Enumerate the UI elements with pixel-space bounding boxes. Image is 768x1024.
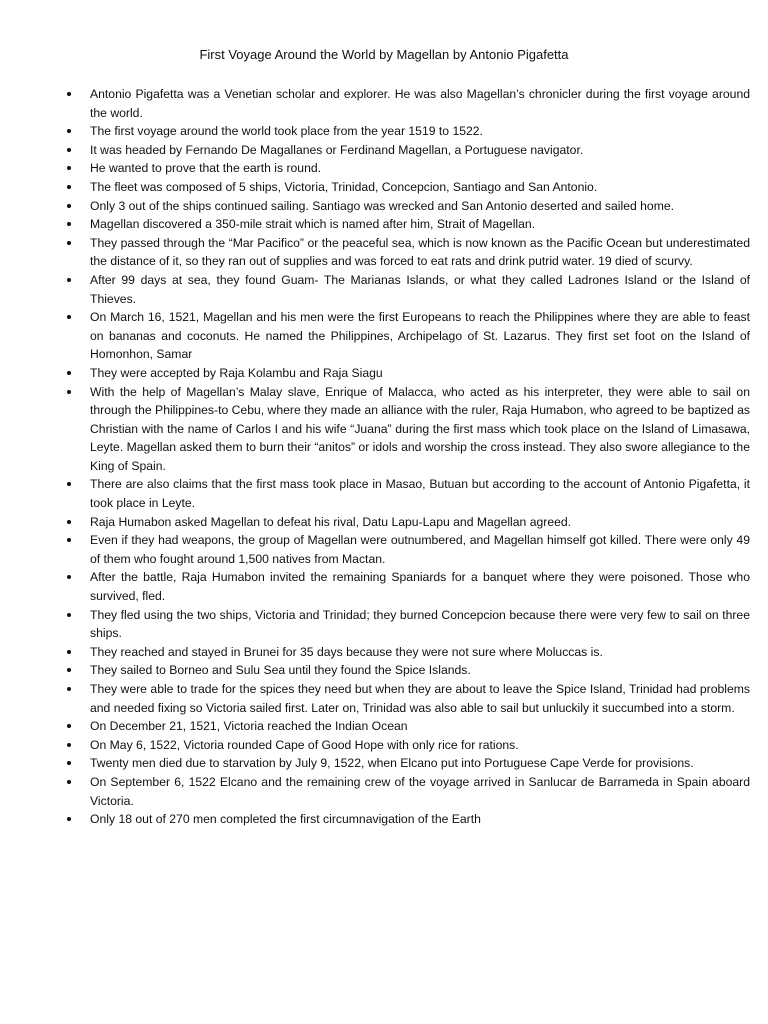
bullet-text: They were accepted by Raja Kolambu and Raja Siagu (90, 365, 383, 380)
bullet-dot-icon (67, 538, 71, 542)
document-title: First Voyage Around the World by Magellan by Antonio Pigafetta (199, 47, 569, 62)
bullet-list (90, 85, 750, 829)
bullet-text: Only 18 out of 270 men completed the first circumnavigation of the Earth (90, 812, 481, 827)
bullet-text: The fleet was composed of 5 ships, Victoria, Trinidad, Concepcion, Santiago and San Antonio. (90, 179, 598, 194)
bullet-item (90, 754, 750, 773)
bullet-text: After 99 days at sea, they found Guam- The Marianas Islands, or what they called Ladrones Island or the Island of Thieves. (90, 272, 750, 306)
bullet-text: Raja Humabon asked Magellan to defeat his rival, Datu Lapu-Lapu and Magellan agreed. (90, 514, 572, 529)
bullet-dot-icon (67, 780, 71, 784)
bullet-text: They passed through the “Mar Pacifico” or the peaceful sea, which is now known as the Pacific Ocean but underestimated the distance of it, so they ran out of supplies and was forced to eat rats and drink putrid water. 19 died of scurvy. (90, 235, 750, 269)
bullet-dot-icon (67, 315, 71, 319)
bullet-dot-icon (67, 482, 71, 486)
bullet-text: They fled using the two ships, Victoria and Trinidad; they burned Concepcion because there were very few to sail on three ships. (90, 607, 750, 641)
bullet-item (90, 475, 750, 512)
bullet-item (90, 197, 750, 216)
bullet-item (90, 810, 750, 829)
bullet-dot-icon (67, 222, 71, 226)
bullet-text: Twenty men died due to starvation by July 9, 1522, when Elcano put into Portuguese Cape Verde for provisions. (90, 756, 694, 771)
bullet-dot-icon (67, 185, 71, 189)
bullet-dot-icon (67, 278, 71, 282)
bullet-text: On March 16, 1521, Magellan and his men were the first Europeans to reach the Philippines where they are able to feast on bananas and coconuts. He named the Philippines, Archipelago of St. Lazarus. They first set foot on the Island of Homonhon, Samar (90, 310, 750, 362)
bullet-text: It was headed by Fernando De Magallanes or Ferdinand Magellan, a Portuguese navigator. (90, 142, 584, 157)
bullet-text: Only 3 out of the ships continued sailing. Santiago was wrecked and San Antonio deserted and sailed home. (90, 198, 675, 213)
bullet-text: Magellan discovered a 350-mile strait which is named after him, Strait of Magellan. (90, 217, 536, 232)
bullet-text: There are also claims that the first mass took place in Masao, Butuan but according to the account of Antonio Pigafetta, it took place in Leyte. (90, 477, 750, 511)
bullet-item (90, 159, 750, 178)
bullet-item (90, 178, 750, 197)
bullet-item (90, 661, 750, 680)
bullet-item (90, 271, 750, 308)
bullet-dot-icon (67, 575, 71, 579)
bullet-dot-icon (67, 166, 71, 170)
bullet-dot-icon (67, 613, 71, 617)
bullet-item (90, 141, 750, 160)
bullet-dot-icon (67, 129, 71, 133)
bullet-dot-icon (67, 390, 71, 394)
bullet-text: On December 21, 1521, Victoria reached the Indian Ocean (90, 719, 408, 734)
bullet-item (90, 680, 750, 717)
bullet-item (90, 568, 750, 605)
bullet-text: After the battle, Raja Humabon invited the remaining Spaniards for a banquet where they were poisoned. Those who survived, fled. (90, 570, 750, 604)
bullet-text: Even if they had weapons, the group of Magellan were outnumbered, and Magellan himself got killed. There were only 49 of them who fought around 1,500 natives from Mactan. (90, 533, 750, 566)
bullet-item (90, 308, 750, 364)
bullet-item (90, 736, 750, 755)
bullet-dot-icon (67, 241, 71, 245)
bullet-dot-icon (67, 687, 71, 691)
bullet-text: He wanted to prove that the earth is round. (90, 161, 322, 176)
bullet-dot-icon (67, 520, 71, 524)
bullet-item (90, 643, 750, 662)
bullet-dot-icon (67, 148, 71, 152)
bullet-text: Antonio Pigafetta was a Venetian scholar and explorer. He was also Magellan’s chronicler during the first voyage around the world. (90, 87, 750, 120)
bullet-dot-icon (67, 371, 71, 375)
bullet-text: They were able to trade for the spices they need but when they are about to leave the Spice Island, Trinidad had problems and needed fixing so Victoria sailed first. Later on, Trinidad was also able to sail but unluckily it succumbed into a storm. (90, 682, 750, 715)
bullet-dot-icon (67, 724, 71, 728)
bullet-text: On May 6, 1522, Victoria rounded Cape of Good Hope with only rice for rations. (90, 737, 519, 752)
bullet-dot-icon (67, 650, 71, 654)
bullet-dot-icon (67, 817, 71, 821)
bullet-item (90, 122, 750, 141)
bullet-dot-icon (67, 92, 71, 96)
bullet-text: With the help of Magellan’s Malay slave, Enrique of Malacca, who acted as his interpreter, they were able to sail on through the Philippines-to Cebu, where they made an alliance with the ruler, Raja Humabon, who agreed to be baptized as Christian with the name of Carlos I and his wife “Juana” during the first mass which took place on the Island of Limasawa, Leyte. Magellan asked them to burn their “anitos” or idols and worship the cross instead. They also swore allegiance to the King of Spain. (90, 384, 750, 473)
bullet-item (90, 773, 750, 810)
bullet-item (90, 364, 750, 383)
bullet-dot-icon (67, 204, 71, 208)
bullet-item (90, 85, 750, 122)
bullet-item (90, 234, 750, 271)
bullet-dot-icon (67, 743, 71, 747)
bullet-item (90, 606, 750, 643)
bullet-item (90, 513, 750, 532)
bullet-item (90, 215, 750, 234)
bullet-text: They reached and stayed in Brunei for 35 days because they were not sure where Moluccas is. (90, 644, 603, 659)
bullet-dot-icon (67, 668, 71, 672)
bullet-text: On September 6, 1522 Elcano and the remaining crew of the voyage arrived in Sanlucar de Barrameda in Spain aboard Victoria. (90, 774, 750, 808)
bullet-text: They sailed to Borneo and Sulu Sea until they found the Spice Islands. (90, 663, 471, 678)
bullet-dot-icon (67, 761, 71, 765)
bullet-item (90, 531, 750, 568)
bullet-item (90, 717, 750, 736)
bullet-item (90, 383, 750, 476)
bullet-text: The first voyage around the world took place from the year 1519 to 1522. (90, 124, 483, 139)
